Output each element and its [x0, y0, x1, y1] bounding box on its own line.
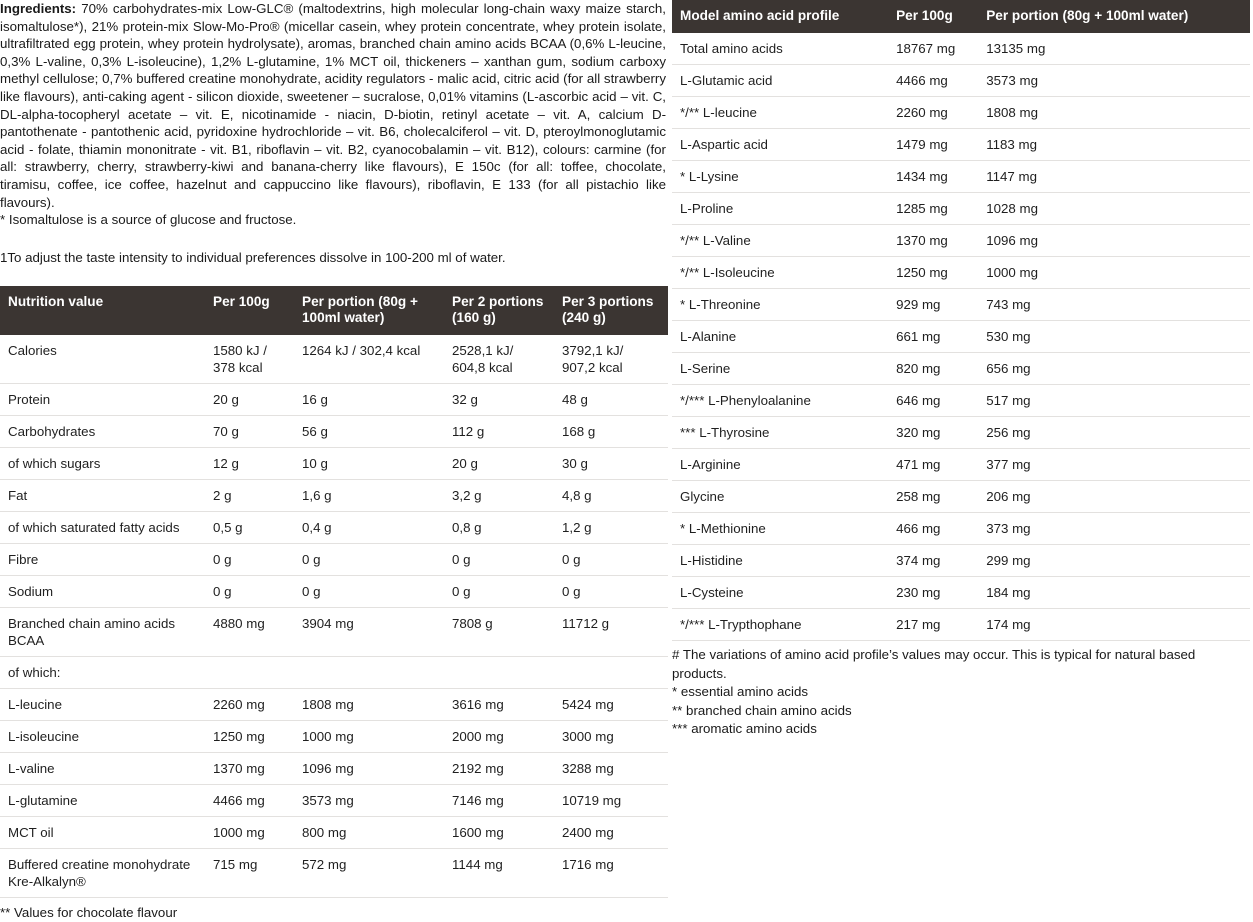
- table-row: [0, 544, 668, 576]
- cell-per-100g: 70 g: [205, 416, 294, 448]
- footnote-aromatic: *** aromatic amino acids: [672, 721, 817, 736]
- table-row: [0, 480, 668, 512]
- cell-per-100g: 320 mg: [888, 417, 978, 449]
- spacer: [0, 266, 668, 286]
- cell-per-portion: 1183 mg: [978, 129, 1250, 161]
- cell-per-portion: 13135 mg: [978, 33, 1250, 65]
- cell-per-portion: 1096 mg: [978, 225, 1250, 257]
- cell-per-3-portions: 3792,1 kJ/ 907,2 kcal: [554, 335, 668, 384]
- cell-label: L-leucine: [0, 689, 205, 721]
- cell-per-100g: 646 mg: [888, 385, 978, 417]
- nutrition-table-head: [0, 286, 668, 335]
- cell-per-100g: 929 mg: [888, 289, 978, 321]
- cell-per-2-portions: 0 g: [444, 576, 554, 608]
- cell-per-portion: 3904 mg: [294, 608, 444, 657]
- cell-per-100g: 820 mg: [888, 353, 978, 385]
- cell-per-100g: 1479 mg: [888, 129, 978, 161]
- cell-per-3-portions: 0 g: [554, 544, 668, 576]
- cell-per-portion: 0 g: [294, 576, 444, 608]
- cell-per-2-portions: 0,8 g: [444, 512, 554, 544]
- cell-per-portion: 3573 mg: [294, 785, 444, 817]
- cell-per-portion: 1808 mg: [294, 689, 444, 721]
- cell-label: * L-Threonine: [672, 289, 888, 321]
- cell-per-3-portions: 48 g: [554, 384, 668, 416]
- cell-per-3-portions: 3288 mg: [554, 753, 668, 785]
- cell-per-2-portions: 7146 mg: [444, 785, 554, 817]
- footnote-essential: * essential amino acids: [672, 684, 808, 699]
- cell-per-3-portions: 2400 mg: [554, 817, 668, 849]
- column-header-per-100g: Per 100g: [888, 0, 978, 33]
- table-row: [0, 689, 668, 721]
- cell-per-100g: 18767 mg: [888, 33, 978, 65]
- cell-label: * L-Methionine: [672, 513, 888, 545]
- cell-label: *** L-Thyrosine: [672, 417, 888, 449]
- cell-label: */** L-Isoleucine: [672, 257, 888, 289]
- table-row: [672, 449, 1250, 481]
- cell-per-100g: 4880 mg: [205, 608, 294, 657]
- nutrition-value-table: [0, 286, 668, 898]
- cell-per-100g: 230 mg: [888, 577, 978, 609]
- cell-per-portion: 10 g: [294, 448, 444, 480]
- cell-per-3-portions: 1716 mg: [554, 849, 668, 898]
- cell-per-portion: 299 mg: [978, 545, 1250, 577]
- table-row: [672, 417, 1250, 449]
- amino-acid-profile-table: [672, 0, 1250, 641]
- table-row: [672, 65, 1250, 97]
- cell-label: MCT oil: [0, 817, 205, 849]
- cell-per-3-portions: 5424 mg: [554, 689, 668, 721]
- table-row: [0, 721, 668, 753]
- right-column: [672, 0, 1250, 739]
- cell-label: L-Aspartic acid: [672, 129, 888, 161]
- cell-per-portion: [294, 657, 444, 689]
- cell-per-3-portions: 168 g: [554, 416, 668, 448]
- table-row: [0, 608, 668, 657]
- cell-label: of which saturated fatty acids: [0, 512, 205, 544]
- cell-per-100g: [205, 657, 294, 689]
- cell-per-portion: 256 mg: [978, 417, 1250, 449]
- cell-per-portion: 0 g: [294, 544, 444, 576]
- cell-per-2-portions: 32 g: [444, 384, 554, 416]
- cell-per-100g: 2 g: [205, 480, 294, 512]
- cell-per-portion: 517 mg: [978, 385, 1250, 417]
- table-row: [672, 321, 1250, 353]
- cell-per-portion: 373 mg: [978, 513, 1250, 545]
- cell-per-3-portions: 0 g: [554, 576, 668, 608]
- table-row: [0, 512, 668, 544]
- cell-per-portion: 3573 mg: [978, 65, 1250, 97]
- cell-per-2-portions: 3,2 g: [444, 480, 554, 512]
- cell-label: L-Alanine: [672, 321, 888, 353]
- cell-per-100g: 0 g: [205, 544, 294, 576]
- table-row: [0, 384, 668, 416]
- cell-per-100g: 20 g: [205, 384, 294, 416]
- cell-per-portion: 572 mg: [294, 849, 444, 898]
- cell-label: Buffered creatine monohydrate Kre-Alkalyn®: [0, 849, 205, 898]
- cell-per-2-portions: 1600 mg: [444, 817, 554, 849]
- cell-label: * L-Lysine: [672, 161, 888, 193]
- table-row: [672, 97, 1250, 129]
- cell-per-portion: 1,6 g: [294, 480, 444, 512]
- cell-per-portion: 377 mg: [978, 449, 1250, 481]
- cell-per-portion: 1147 mg: [978, 161, 1250, 193]
- cell-label: of which:: [0, 657, 205, 689]
- table-header-row: [0, 286, 668, 335]
- cell-per-portion: 16 g: [294, 384, 444, 416]
- isomaltulose-note: * Isomaltulose is a source of glucose and fructose.: [0, 212, 297, 228]
- cell-per-100g: 217 mg: [888, 609, 978, 641]
- cell-per-3-portions: 11712 g: [554, 608, 668, 657]
- table-row: [0, 576, 668, 608]
- nutrition-table-body: [0, 335, 668, 898]
- table-row: [672, 193, 1250, 225]
- cell-label: */*** L-Trypthophane: [672, 609, 888, 641]
- cell-per-100g: 1370 mg: [888, 225, 978, 257]
- cell-per-100g: 0 g: [205, 576, 294, 608]
- cell-per-2-portions: 3616 mg: [444, 689, 554, 721]
- cell-label: Protein: [0, 384, 205, 416]
- cell-per-portion: 1000 mg: [978, 257, 1250, 289]
- cell-label: Glycine: [672, 481, 888, 513]
- cell-label: L-Serine: [672, 353, 888, 385]
- cell-label: Calories: [0, 335, 205, 384]
- cell-per-portion: 56 g: [294, 416, 444, 448]
- table-row: [672, 577, 1250, 609]
- cell-per-2-portions: [444, 657, 554, 689]
- cell-per-2-portions: 2000 mg: [444, 721, 554, 753]
- cell-per-portion: 1808 mg: [978, 97, 1250, 129]
- cell-per-2-portions: 7808 g: [444, 608, 554, 657]
- spacer: [0, 229, 668, 249]
- cell-label: */** L-leucine: [672, 97, 888, 129]
- table-row: [672, 161, 1250, 193]
- ingredients-paragraph: [0, 0, 668, 211]
- cell-per-portion: 1096 mg: [294, 753, 444, 785]
- dosage-note: 1To adjust the taste intensity to individual preferences dissolve in 100-200 ml of water.: [0, 249, 506, 265]
- cell-per-100g: 1250 mg: [205, 721, 294, 753]
- ingredients-label: Ingredients:: [0, 1, 77, 16]
- cell-per-portion: 184 mg: [978, 577, 1250, 609]
- cell-label: L-Cysteine: [672, 577, 888, 609]
- table-row: [672, 481, 1250, 513]
- cell-per-100g: 2260 mg: [888, 97, 978, 129]
- cell-per-3-portions: 4,8 g: [554, 480, 668, 512]
- table-row: [672, 289, 1250, 321]
- cell-label: L-Glutamic acid: [672, 65, 888, 97]
- cell-per-2-portions: 0 g: [444, 544, 554, 576]
- amino-table-body: [672, 33, 1250, 641]
- cell-label: Total amino acids: [672, 33, 888, 65]
- table-row: [672, 257, 1250, 289]
- cell-per-portion: 1028 mg: [978, 193, 1250, 225]
- table-row: [0, 753, 668, 785]
- cell-per-100g: 374 mg: [888, 545, 978, 577]
- cell-per-100g: 258 mg: [888, 481, 978, 513]
- table-row: [0, 785, 668, 817]
- cell-per-100g: 661 mg: [888, 321, 978, 353]
- cell-per-100g: 466 mg: [888, 513, 978, 545]
- cell-per-100g: 0,5 g: [205, 512, 294, 544]
- cell-per-100g: 4466 mg: [205, 785, 294, 817]
- cell-label: Fibre: [0, 544, 205, 576]
- table-row: [672, 385, 1250, 417]
- cell-label: L-Histidine: [672, 545, 888, 577]
- table-row: [672, 513, 1250, 545]
- cell-per-portion: 743 mg: [978, 289, 1250, 321]
- table-row: [672, 353, 1250, 385]
- cell-label: L-isoleucine: [0, 721, 205, 753]
- table-row: [0, 448, 668, 480]
- footnote-variations: # The variations of amino acid profile’s values may occur. This is typical for natural based products.: [672, 647, 1196, 681]
- table-row: [672, 545, 1250, 577]
- table-row: [0, 849, 668, 898]
- amino-table-footnotes: [672, 646, 1250, 739]
- cell-label: of which sugars: [0, 448, 205, 480]
- cell-per-portion: 0,4 g: [294, 512, 444, 544]
- column-header-per-portion: Per portion (80g + 100ml water): [294, 286, 444, 335]
- cell-per-100g: 1250 mg: [888, 257, 978, 289]
- column-header-nutrition-value: Nutrition value: [0, 286, 205, 335]
- cell-label: Carbohydrates: [0, 416, 205, 448]
- cell-label: L-valine: [0, 753, 205, 785]
- column-header-per-2-portions: Per 2 portions (160 g): [444, 286, 554, 335]
- cell-per-2-portions: 2528,1 kJ/ 604,8 kcal: [444, 335, 554, 384]
- table-row: [0, 416, 668, 448]
- cell-label: L-Arginine: [672, 449, 888, 481]
- table-row: [672, 33, 1250, 65]
- cell-per-100g: 12 g: [205, 448, 294, 480]
- cell-per-100g: 1580 kJ / 378 kcal: [205, 335, 294, 384]
- table-row: [0, 335, 668, 384]
- cell-per-portion: 530 mg: [978, 321, 1250, 353]
- cell-per-portion: 1264 kJ / 302,4 kcal: [294, 335, 444, 384]
- cell-per-portion: 656 mg: [978, 353, 1250, 385]
- cell-per-portion: 800 mg: [294, 817, 444, 849]
- cell-label: L-glutamine: [0, 785, 205, 817]
- cell-per-2-portions: 2192 mg: [444, 753, 554, 785]
- cell-per-100g: 2260 mg: [205, 689, 294, 721]
- cell-label: Fat: [0, 480, 205, 512]
- cell-per-3-portions: 3000 mg: [554, 721, 668, 753]
- table-row: [672, 225, 1250, 257]
- cell-per-100g: 1434 mg: [888, 161, 978, 193]
- cell-label: */*** L-Phenyloalanine: [672, 385, 888, 417]
- cell-per-2-portions: 20 g: [444, 448, 554, 480]
- cell-per-100g: 4466 mg: [888, 65, 978, 97]
- cell-per-portion: 1000 mg: [294, 721, 444, 753]
- table-row: [672, 129, 1250, 161]
- table-row: [672, 609, 1250, 641]
- column-header-per-3-portions: Per 3 portions (240 g): [554, 286, 668, 335]
- cell-label: */** L-Valine: [672, 225, 888, 257]
- cell-per-100g: 1000 mg: [205, 817, 294, 849]
- cell-per-3-portions: 1,2 g: [554, 512, 668, 544]
- column-header-amino-profile: Model amino acid profile: [672, 0, 888, 33]
- cell-per-2-portions: 112 g: [444, 416, 554, 448]
- table-header-row: [672, 0, 1250, 33]
- amino-table-head: [672, 0, 1250, 33]
- cell-label: Branched chain amino acids BCAA: [0, 608, 205, 657]
- cell-per-100g: 471 mg: [888, 449, 978, 481]
- cell-per-3-portions: [554, 657, 668, 689]
- cell-per-100g: 1285 mg: [888, 193, 978, 225]
- footnote-bcaa: ** branched chain amino acids: [672, 702, 852, 718]
- column-header-per-100g: Per 100g: [205, 286, 294, 335]
- cell-per-portion: 206 mg: [978, 481, 1250, 513]
- cell-per-100g: 1370 mg: [205, 753, 294, 785]
- table-row: [0, 657, 668, 689]
- column-header-per-portion: Per portion (80g + 100ml water): [978, 0, 1250, 33]
- cell-per-2-portions: 1144 mg: [444, 849, 554, 898]
- cell-per-portion: 174 mg: [978, 609, 1250, 641]
- cell-label: Sodium: [0, 576, 205, 608]
- cell-per-3-portions: 30 g: [554, 448, 668, 480]
- table-row: [0, 817, 668, 849]
- nutrition-table-footnote: ** Values for chocolate flavour: [0, 905, 178, 921]
- cell-label: L-Proline: [672, 193, 888, 225]
- cell-per-100g: 715 mg: [205, 849, 294, 898]
- ingredients-text: 70% carbohydrates-mix Low-GLC® (maltodextrins, high molecular long-chain waxy maize starch, isomaltulose*), 21% protein-mix Slow-Mo-Pro® (micellar casein, whey protein concentrate, whey protein isolate, ultrafiltrated egg protein, whey protein hydrolysate), aromas, branched chain amino acids BCAA (0,6% L-leucine, 0,3% L-valine, 0,3% L-isoleucine), 1,2% L-glutamine, 1% MCT oil, thickeners – xanthan gum, sodium carboxy methyl cellulose; 0,7% buffered creatine monohydrate, acidity regulators - malic acid, citric acid (for all strawberry like flavours), anti-caking agent - silicon dioxide, sweetener – sucralose, 0,01% vitamins (L-ascorbic acid – vit. C, DL-alpha-tocopheryl acetate – vit. E, nicotinamide - niacin, D-biotin, retinyl acetate – vit. A, calcium D-pantothenate - pantothenic acid, pyridoxine hydrochloride – vit. B6, cholecalciferol – vit. D, pteroylmonoglutamic acid - folate, thiamin mononitrate - vit. B1, riboflavin – vit. B2, cyanocobalamin – vit. B12), colours: carmine (for all: strawberry, cherry, strawberry-kiwi and banana-cherry like flavours), E 150c (for all: toffee, chocolate, tiramisu, coffee, ice coffee, hazelnut and cappuccino like flavours), riboflavin, E 133 (for all pistachio like flavours).: [0, 1, 666, 210]
- cell-per-3-portions: 10719 mg: [554, 785, 668, 817]
